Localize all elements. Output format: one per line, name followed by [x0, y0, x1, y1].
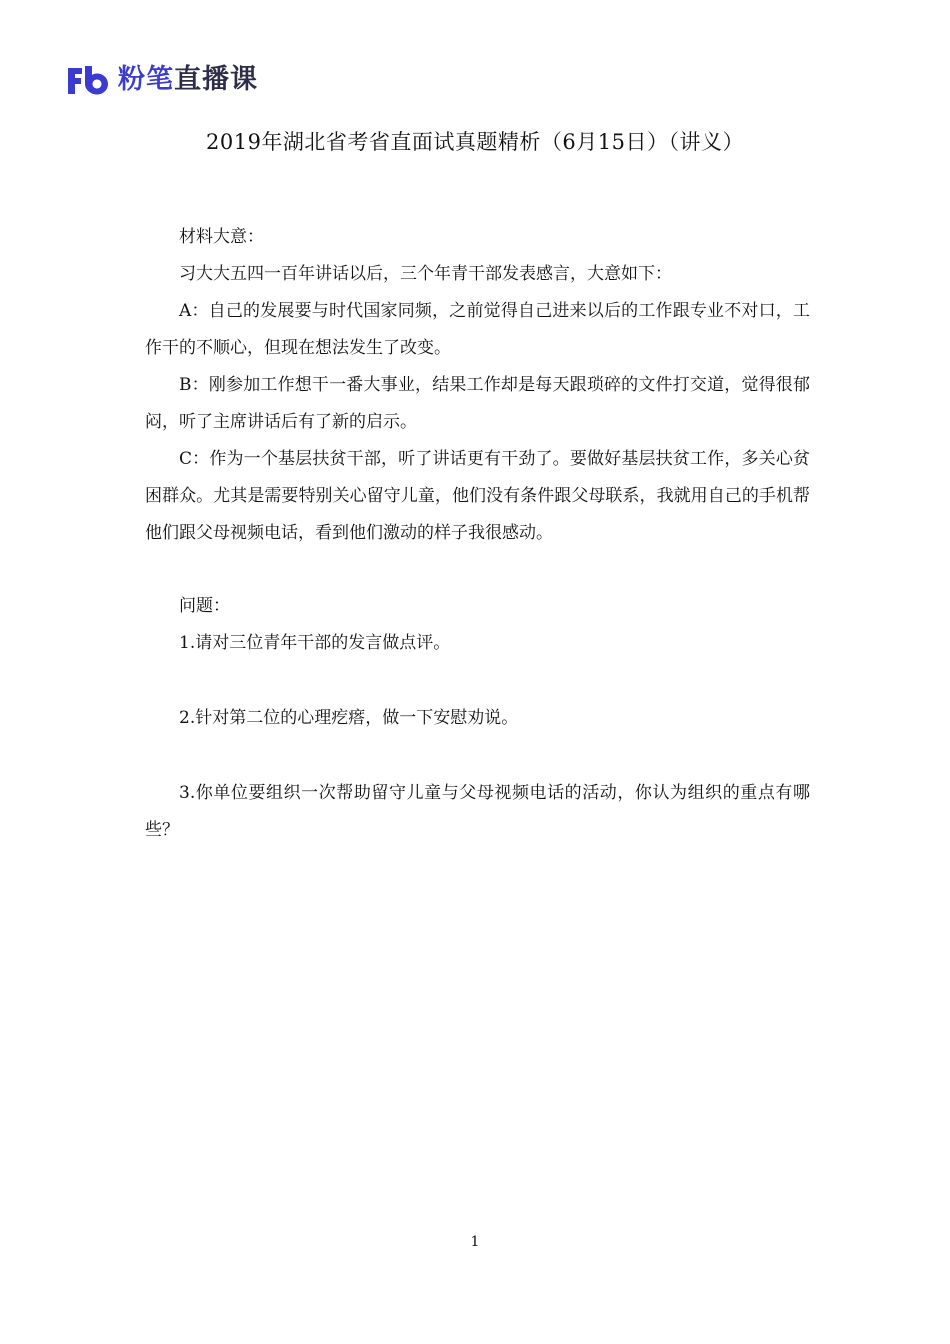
document-body	[145, 219, 810, 849]
material-paragraph-b: B：刚参加工作想干一番大事业，结果工作却是每天跟琐碎的文件打交道，觉得很郁闷，听了主席讲话后有了新的启示。	[145, 375, 810, 432]
question-spacer	[145, 662, 810, 700]
questions-heading: 问题：	[179, 596, 230, 616]
material-paragraph-a: A：自己的发展要与时代国家同频，之前觉得自己进来以后的工作跟专业不对口，工作干的不顺心，但现在想法发生了改变。	[145, 301, 810, 358]
logo	[66, 62, 258, 98]
question-3: 3.你单位要组织一次帮助留守儿童与父母视频电话的活动，你认为组织的重点有哪些？	[145, 783, 810, 840]
question-spacer	[145, 737, 810, 775]
question-1: 1.请对三位青年干部的发言做点评。	[179, 633, 451, 653]
page-number: 1	[470, 1234, 480, 1250]
logo-suffix: 直播课	[174, 64, 258, 95]
document-title: 2019年湖北省考省直面试真题精析（6月15日）（讲义）	[205, 130, 745, 154]
material-heading: 材料大意：	[179, 227, 264, 247]
logo-text	[118, 62, 258, 98]
section-spacer	[145, 552, 810, 588]
fenbi-logo-icon	[66, 64, 110, 96]
question-2: 2.针对第二位的心理疙瘩，做一下安慰劝说。	[179, 708, 519, 728]
material-intro: 习大大五四一百年讲话以后，三个年青干部发表感言，大意如下：	[179, 264, 672, 284]
material-paragraph-c: C：作为一个基层扶贫干部，听了讲话更有干劲了。要做好基层扶贫工作，多关心贫困群众。尤其是需要特别关心留守儿童，他们没有条件跟父母联系，我就用自己的手机帮他们跟父母视频电话，看到他们激动的样子我很感动。	[145, 449, 810, 543]
logo-brand: 粉笔	[118, 64, 174, 95]
